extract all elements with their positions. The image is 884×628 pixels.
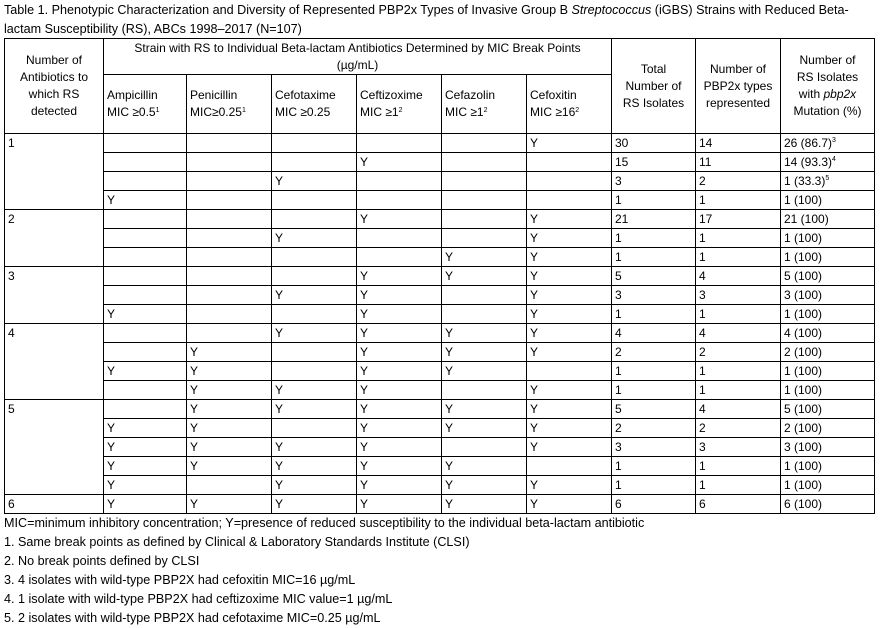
header-group-title: Strain with RS to Individual Beta-lactam Antibiotics Determined by MIC Break Points (µg/mL) — [104, 39, 612, 75]
header-types: Number of PBP2x types represented — [696, 39, 781, 134]
flag-cell: Y — [357, 400, 442, 419]
flag-cell — [187, 324, 272, 343]
flag-cell — [187, 153, 272, 172]
table-row — [5, 172, 875, 191]
footnote-line: MIC=minimum inhibitory concentration; Y=presence of reduced susceptibility to the individual beta-lactam antibiotic — [4, 516, 645, 530]
flag-cell — [442, 172, 527, 191]
flag-cell: Y — [187, 381, 272, 400]
mutation-cell: 1 (100) — [781, 229, 875, 248]
flag-cell: Y — [357, 267, 442, 286]
caption-italic: Streptococcus — [571, 3, 652, 17]
table-row — [5, 419, 875, 438]
flag-cell: Y — [442, 267, 527, 286]
flag-cell: Y — [104, 419, 187, 438]
table-row — [5, 267, 875, 286]
table-row — [5, 381, 875, 400]
flag-cell — [442, 153, 527, 172]
header-antibiotic: Cefoxitin MIC $\ge 16^2$ — [527, 75, 612, 134]
flag-cell — [187, 172, 272, 191]
types-cell: 14 — [696, 134, 781, 153]
mutation-cell: 1 $(33.3)^5$ — [781, 172, 875, 191]
total-cell: 1 — [612, 476, 696, 495]
flag-cell — [104, 134, 187, 153]
total-cell: 1 — [612, 362, 696, 381]
table-row — [5, 438, 875, 457]
header-mutation: Number of RS Isolates with pbp2x Mutation (%) — [781, 39, 875, 134]
flag-cell — [104, 381, 187, 400]
mutation-cell: 1 (100) — [781, 476, 875, 495]
flag-cell: Y — [187, 400, 272, 419]
table-row — [5, 324, 875, 343]
flag-cell: Y — [527, 400, 612, 419]
flag-cell: Y — [527, 476, 612, 495]
total-cell: 2 — [612, 419, 696, 438]
table-row — [5, 229, 875, 248]
footnotes — [4, 514, 644, 628]
total-cell: 1 — [612, 457, 696, 476]
types-cell: 4 — [696, 267, 781, 286]
flag-cell: Y — [104, 191, 187, 210]
flag-cell — [104, 172, 187, 191]
types-cell: 1 — [696, 248, 781, 267]
table-row — [5, 457, 875, 476]
mutation-cell: 14 $(93.3)^4$ — [781, 153, 875, 172]
types-cell: 4 — [696, 400, 781, 419]
flag-cell: Y — [442, 324, 527, 343]
types-cell: 1 — [696, 457, 781, 476]
flag-cell: Y — [357, 343, 442, 362]
flag-cell: Y — [527, 210, 612, 229]
flag-cell: Y — [272, 400, 357, 419]
flag-cell: Y — [527, 286, 612, 305]
flag-cell: Y — [357, 438, 442, 457]
flag-cell: Y — [357, 210, 442, 229]
flag-cell: Y — [527, 324, 612, 343]
flag-cell — [357, 172, 442, 191]
flag-cell — [527, 362, 612, 381]
flag-cell: Y — [272, 457, 357, 476]
flag-cell: Y — [357, 476, 442, 495]
flag-cell — [187, 305, 272, 324]
types-cell: 17 — [696, 210, 781, 229]
flag-cell — [357, 229, 442, 248]
flag-cell — [104, 210, 187, 229]
total-cell: 5 — [612, 267, 696, 286]
flag-cell — [104, 267, 187, 286]
flag-cell — [187, 286, 272, 305]
flag-cell: Y — [104, 305, 187, 324]
mutation-cell: 1 (100) — [781, 248, 875, 267]
mutation-cell: 4 (100) — [781, 324, 875, 343]
flag-cell — [104, 400, 187, 419]
flag-cell — [357, 191, 442, 210]
group-label: 1 — [5, 134, 104, 210]
flag-cell — [357, 134, 442, 153]
flag-cell: Y — [272, 438, 357, 457]
mutation-cell: 1 (100) — [781, 381, 875, 400]
total-cell: 2 — [612, 343, 696, 362]
flag-cell: Y — [187, 438, 272, 457]
types-cell: 1 — [696, 229, 781, 248]
flag-cell — [527, 191, 612, 210]
types-cell: 2 — [696, 172, 781, 191]
mutation-cell: 1 (100) — [781, 191, 875, 210]
total-cell: 5 — [612, 400, 696, 419]
flag-cell — [272, 153, 357, 172]
footnote-line: 4. 1 isolate with wild-type PBP2X had ceftizoxime MIC value=1 µg/mL — [4, 592, 393, 606]
table-row — [5, 400, 875, 419]
flag-cell — [442, 210, 527, 229]
flag-cell: Y — [442, 457, 527, 476]
flag-cell — [272, 343, 357, 362]
group-label: 5 — [5, 400, 104, 495]
flag-cell: Y — [442, 343, 527, 362]
footnote-line: 3. 4 isolates with wild-type PBP2X had cefoxitin MIC=16 µg/mL — [4, 573, 356, 587]
flag-cell — [442, 305, 527, 324]
flag-cell: Y — [357, 362, 442, 381]
types-cell: 2 — [696, 343, 781, 362]
total-cell: 6 — [612, 495, 696, 514]
table-row — [5, 495, 875, 514]
footnote-line: 1. Same break points as defined by Clinical & Laboratory Standards Institute (CLSI) — [4, 535, 470, 549]
types-cell: 1 — [696, 476, 781, 495]
flag-cell: Y — [272, 476, 357, 495]
flag-cell — [104, 286, 187, 305]
types-cell: 1 — [696, 305, 781, 324]
flag-cell: Y — [357, 305, 442, 324]
flag-cell: Y — [357, 153, 442, 172]
flag-cell: Y — [104, 362, 187, 381]
flag-cell — [442, 381, 527, 400]
flag-cell: Y — [442, 419, 527, 438]
flag-cell: Y — [357, 419, 442, 438]
header-antibiotic: Ceftizoxime MIC $\ge 1^2$ — [357, 75, 442, 134]
table-row — [5, 248, 875, 267]
flag-cell: Y — [357, 324, 442, 343]
flag-cell: Y — [442, 495, 527, 514]
header-num-antibiotics: Number of Antibiotics to which RS detected — [5, 39, 104, 134]
mutation-cell: 3 (100) — [781, 286, 875, 305]
flag-cell — [442, 438, 527, 457]
table-caption: Table 1. Phenotypic Characterization and Diversity of Represented PBP2x Types of Invasive Group B Streptococcus (iGBS) Strains with Reduced Beta-lactam Susceptibility (RS), ABCs 1998–2017 (N=107) — [4, 3, 849, 36]
flag-cell: Y — [104, 438, 187, 457]
flag-cell: Y — [272, 286, 357, 305]
flag-cell — [187, 267, 272, 286]
table-row — [5, 153, 875, 172]
header-total: Total Number of RS Isolates — [612, 39, 696, 134]
flag-cell — [104, 153, 187, 172]
types-cell: 3 — [696, 438, 781, 457]
flag-cell: Y — [527, 305, 612, 324]
flag-cell: Y — [527, 343, 612, 362]
flag-cell: Y — [442, 362, 527, 381]
flag-cell — [104, 229, 187, 248]
flag-cell: Y — [527, 495, 612, 514]
footnote-line: 5. 2 isolates with wild-type PBP2X had cefotaxime MIC=0.25 µg/mL — [4, 611, 381, 625]
flag-cell — [187, 248, 272, 267]
flag-cell: Y — [442, 400, 527, 419]
flag-cell — [527, 153, 612, 172]
flag-cell: Y — [187, 362, 272, 381]
flag-cell — [272, 134, 357, 153]
flag-cell — [272, 362, 357, 381]
flag-cell: Y — [527, 381, 612, 400]
flag-cell — [527, 457, 612, 476]
table-row — [5, 362, 875, 381]
types-cell: 1 — [696, 362, 781, 381]
mutation-cell: 3 (100) — [781, 438, 875, 457]
flag-cell: Y — [272, 381, 357, 400]
flag-cell — [357, 248, 442, 267]
flag-cell: Y — [187, 495, 272, 514]
flag-cell: Y — [187, 457, 272, 476]
types-cell: 11 — [696, 153, 781, 172]
flag-cell — [272, 267, 357, 286]
flag-cell — [104, 248, 187, 267]
table-row — [5, 134, 875, 153]
types-cell: 2 — [696, 419, 781, 438]
flag-cell — [272, 191, 357, 210]
table-row — [5, 476, 875, 495]
total-cell: 3 — [612, 172, 696, 191]
header-antibiotic: Penicillin $MIC\ge 0.25^1$ — [187, 75, 272, 134]
total-cell: 3 — [612, 286, 696, 305]
flag-cell — [272, 419, 357, 438]
flag-cell — [187, 134, 272, 153]
flag-cell — [442, 286, 527, 305]
table-row — [5, 286, 875, 305]
total-cell: 3 — [612, 438, 696, 457]
header-antibiotic: Cefotaxime MIC ≥0.25 — [272, 75, 357, 134]
flag-cell: Y — [104, 476, 187, 495]
total-cell: 4 — [612, 324, 696, 343]
mutation-cell: 1 (100) — [781, 305, 875, 324]
flag-cell: Y — [187, 419, 272, 438]
flag-cell — [187, 191, 272, 210]
mutation-cell: 26 $(86.7)^3$ — [781, 134, 875, 153]
table-row — [5, 305, 875, 324]
flag-cell: Y — [104, 457, 187, 476]
flag-cell: Y — [527, 267, 612, 286]
total-cell: 15 — [612, 153, 696, 172]
types-cell: 3 — [696, 286, 781, 305]
total-cell: 1 — [612, 305, 696, 324]
flag-cell: Y — [272, 172, 357, 191]
total-cell: 30 — [612, 134, 696, 153]
types-cell: 6 — [696, 495, 781, 514]
flag-cell: Y — [357, 381, 442, 400]
flag-cell — [442, 229, 527, 248]
group-label: 4 — [5, 324, 104, 400]
group-label: 3 — [5, 267, 104, 324]
flag-cell — [272, 248, 357, 267]
total-cell: 1 — [612, 229, 696, 248]
flag-cell: Y — [357, 286, 442, 305]
flag-cell — [272, 305, 357, 324]
types-cell: 1 — [696, 381, 781, 400]
table-row — [5, 343, 875, 362]
mutation-cell: 5 (100) — [781, 267, 875, 286]
flag-cell: Y — [527, 419, 612, 438]
group-label: 6 — [5, 495, 104, 514]
table-row — [5, 191, 875, 210]
table-row — [5, 210, 875, 229]
header-antibiotic: Cefazolin MIC $\ge 1^2$ — [442, 75, 527, 134]
mutation-cell: 6 (100) — [781, 495, 875, 514]
footnote-line: 2. No break points defined by CLSI — [4, 554, 200, 568]
flag-cell — [104, 343, 187, 362]
flag-cell: Y — [527, 438, 612, 457]
flag-cell: Y — [272, 229, 357, 248]
flag-cell: Y — [187, 343, 272, 362]
total-cell: 1 — [612, 381, 696, 400]
mutation-cell: 1 (100) — [781, 457, 875, 476]
flag-cell — [442, 134, 527, 153]
flag-cell — [527, 172, 612, 191]
susceptibility-table — [4, 38, 875, 514]
flag-cell — [442, 191, 527, 210]
group-label: 2 — [5, 210, 104, 267]
flag-cell — [187, 476, 272, 495]
types-cell: 4 — [696, 324, 781, 343]
flag-cell — [272, 210, 357, 229]
header-antibiotic: Ampicillin MIC $\ge 0.5^1$ — [104, 75, 187, 134]
flag-cell — [104, 324, 187, 343]
flag-cell: Y — [442, 248, 527, 267]
mutation-cell: 1 (100) — [781, 362, 875, 381]
flag-cell: Y — [442, 476, 527, 495]
types-cell: 1 — [696, 191, 781, 210]
flag-cell: Y — [272, 324, 357, 343]
total-cell: 1 — [612, 248, 696, 267]
flag-cell: Y — [527, 229, 612, 248]
flag-cell: Y — [357, 495, 442, 514]
flag-cell: Y — [272, 495, 357, 514]
mutation-cell: 5 (100) — [781, 400, 875, 419]
mutation-cell: 2 (100) — [781, 419, 875, 438]
flag-cell: Y — [104, 495, 187, 514]
mutation-cell: 2 (100) — [781, 343, 875, 362]
mutation-cell: 21 (100) — [781, 210, 875, 229]
total-cell: 21 — [612, 210, 696, 229]
total-cell: 1 — [612, 191, 696, 210]
flag-cell: Y — [527, 134, 612, 153]
flag-cell: Y — [527, 248, 612, 267]
flag-cell — [187, 229, 272, 248]
flag-cell: Y — [357, 457, 442, 476]
flag-cell — [187, 210, 272, 229]
